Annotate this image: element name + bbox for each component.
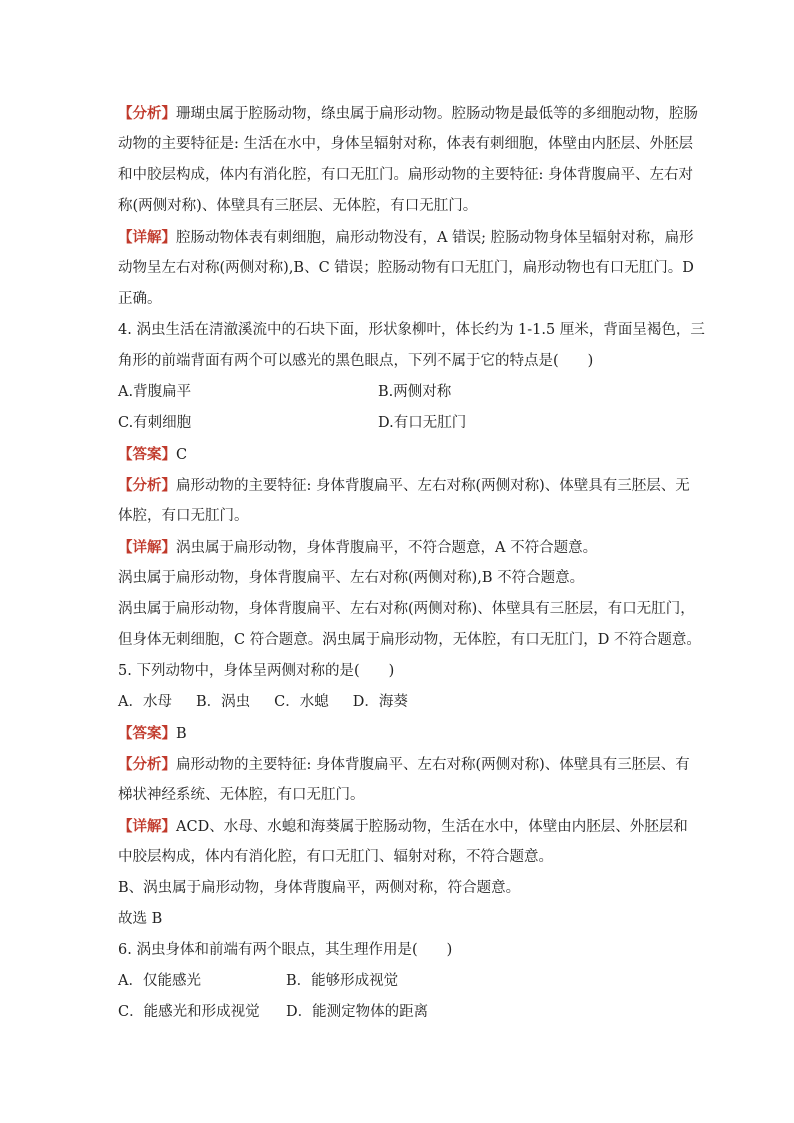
question-6-options-row [118, 966, 678, 997]
option-d: D.有口无肛门 [378, 415, 467, 431]
detail-line: 动物呈左右对称(两侧对称),B、C 错误；腔肠动物有口无肛门，扁形动物也有口无肛门。D [118, 260, 694, 276]
detail-line: 正确。 [118, 291, 162, 307]
question-6-options-row [118, 997, 678, 1028]
analysis-line: 动物的主要特征是: 生活在水中，身体呈辐射对称，体表有刺细胞，体壁由内胚层、外胚层 [118, 136, 693, 152]
analysis-line: 和中胶层构成，体内有消化腔，有口无肛门。扁形动物的主要特征: 身体背腹扁平、左右对 [118, 167, 693, 183]
answer-value: C [176, 447, 188, 463]
question-5-options-row [118, 687, 678, 718]
detail-line: 涡虫属于扁形动物，身体背腹扁平、左右对称(两侧对称),B 不符合题意。 [118, 570, 585, 586]
question-4-stem: 角形的前端背面有两个可以感光的黑色眼点，下列不属于它的特点是( ) [118, 353, 594, 369]
detail-line: 【详解】涡虫属于扁形动物，身体背腹扁平，不符合题意，A 不符合题意。 [118, 539, 598, 556]
question-6-stem: 6. 涡虫身体和前端有两个眼点，其生理作用是( ) [118, 942, 453, 958]
option-c: C．能感光和形成视觉 [118, 1004, 260, 1020]
analysis-line: 【分析】扁形动物的主要特征: 身体背腹扁平、左右对称(两侧对称)、体壁具有三胚层、有 [118, 756, 690, 773]
analysis-line: 体腔，有口无肛门。 [118, 508, 249, 524]
option-a: A．仅能感光 [118, 973, 201, 989]
detail-line: 【详解】ACD、水母、水螅和海葵属于腔肠动物，生活在水中，体壁由内胚层、外胚层和 [118, 818, 688, 835]
option-d: D．能测定物体的距离 [286, 1004, 429, 1020]
option-b: B.两侧对称 [378, 384, 452, 400]
analysis-line: 称(两侧对称)、体壁具有三胚层、无体腔，有口无肛门。 [118, 198, 478, 214]
question-5-stem: 5. 下列动物中，身体呈两侧对称的是( ) [118, 663, 395, 679]
answer-line [118, 718, 678, 749]
question-4-options-row [118, 377, 678, 408]
analysis-tag: 【分析】 [118, 756, 176, 773]
detail-line: 故选 B [118, 911, 163, 927]
answer-value: B [176, 726, 187, 742]
option-b: B．能够形成视觉 [286, 973, 399, 989]
detail-tag: 【详解】 [118, 229, 176, 246]
detail-line: 涡虫属于扁形动物，身体背腹扁平、左右对称(两侧对称)、体壁具有三胚层，有口无肛门， [118, 601, 695, 617]
analysis-line: 梯状神经系统、无体腔，有口无肛门。 [118, 787, 365, 803]
detail-line: B、涡虫属于扁形动物，身体背腹扁平，两侧对称，符合题意。 [118, 880, 521, 896]
question-content [118, 98, 705, 1028]
analysis-line: 【分析】珊瑚虫属于腔肠动物，绦虫属于扁形动物。腔肠动物是最低等的多细胞动物，腔肠 [118, 105, 698, 122]
question-4-options-row [118, 408, 678, 439]
detail-line: 中胶层构成，体内有消化腔，有口无肛门、辐射对称，不符合题意。 [118, 849, 553, 865]
question-4-stem: 4. 涡虫生活在清澈溪流中的石块下面，形状象柳叶，体长约为 1-1.5 厘米，背面呈褐色，三 [118, 322, 705, 338]
analysis-tag: 【分析】 [118, 105, 176, 122]
detail-tag: 【详解】 [118, 539, 176, 556]
detail-line: 但身体无刺细胞，C 符合题意。涡虫属于扁形动物，无体腔，有口无肛门，D 不符合题意。 [118, 632, 701, 648]
detail-tag: 【详解】 [118, 818, 176, 835]
option-b: B．涡虫 [195, 694, 251, 710]
option-c: C.有刺细胞 [118, 415, 192, 431]
option-d: D．海葵 [352, 694, 408, 710]
option-a: A．水母 [118, 694, 172, 710]
answer-tag: 【答案】 [118, 725, 176, 742]
answer-tag: 【答案】 [118, 446, 176, 463]
analysis-tag: 【分析】 [118, 477, 176, 494]
option-a: A.背腹扁平 [118, 384, 192, 400]
analysis-line: 【分析】扁形动物的主要特征: 身体背腹扁平、左右对称(两侧对称)、体壁具有三胚层、无 [118, 477, 690, 494]
option-c: C．水螅 [274, 694, 329, 710]
answer-line [118, 439, 678, 470]
detail-line: 【详解】腔肠动物体表有刺细胞，扁形动物没有，A 错误; 腔肠动物身体呈辐射对称，扁形 [118, 229, 694, 246]
